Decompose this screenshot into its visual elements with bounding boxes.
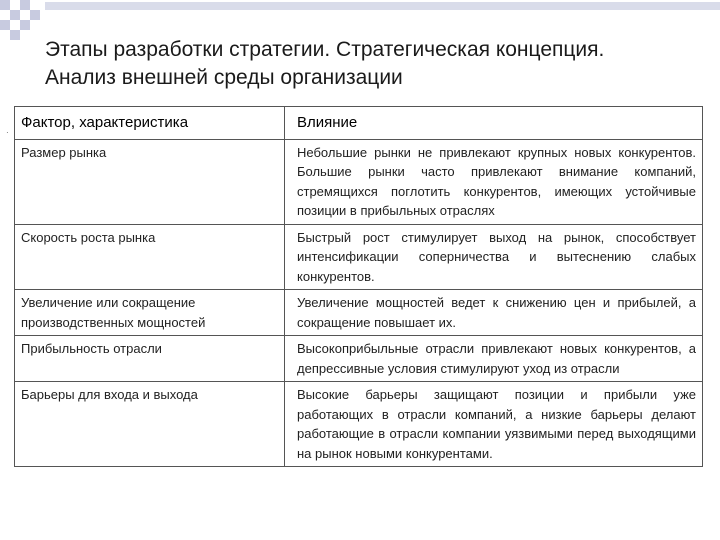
factors-table <box>14 106 703 467</box>
title-line-2: Анализ внешней среды организации <box>45 66 403 89</box>
table-row <box>15 336 703 382</box>
factor-cell: Прибыльность отрасли <box>15 336 285 382</box>
title-line-1: Этапы разработки стратегии. Стратегическая концепция. <box>45 38 605 61</box>
impact-cell: Быстрый рост стимулирует выход на рынок, способствует интенсификации соперничества и вытеснению слабых конкурентов. <box>285 224 703 290</box>
table-row <box>15 382 703 467</box>
factor-cell: Размер рынка <box>15 139 285 224</box>
factor-cell: Увеличение или сокращение производственных мощностей <box>15 290 285 336</box>
impact-cell: Небольшие рынки не привлекают крупных новых конкурентов. Большие рынки часто привлекают внимание компаний, стремящихся поглотить конкурентов, имеющих устойчивые позиции в прибыльных отраслях <box>285 139 703 224</box>
impact-cell: Увеличение мощностей ведет к снижению цен и прибылей, а сокращение повышает их. <box>285 290 703 336</box>
header-impact: Влияние <box>285 107 703 140</box>
factor-cell: Барьеры для входа и выхода <box>15 382 285 467</box>
impact-cell: Высокие барьеры защищают позиции и прибыли уже работающих в отрасли компаний, а низкие барьеры делают работающие в отрасли компании уязвимыми перед выходящими на рынок новыми конкурентами. <box>285 382 703 467</box>
impact-cell: Высокоприбыльные отрасли привлекают новых конкурентов, а депрессивные условия стимулируют уход из отрасли <box>285 336 703 382</box>
factors-table-wrapper <box>14 106 702 467</box>
bullet-dot-icon: · <box>6 128 9 137</box>
table-row <box>15 139 703 224</box>
table-row <box>15 224 703 290</box>
table-row <box>15 290 703 336</box>
table-header-row <box>15 107 703 140</box>
factor-cell: Скорость роста рынка <box>15 224 285 290</box>
decorative-checker-pattern <box>0 0 720 40</box>
page-title <box>45 36 705 92</box>
header-factor: Фактор, характеристика <box>15 107 285 140</box>
